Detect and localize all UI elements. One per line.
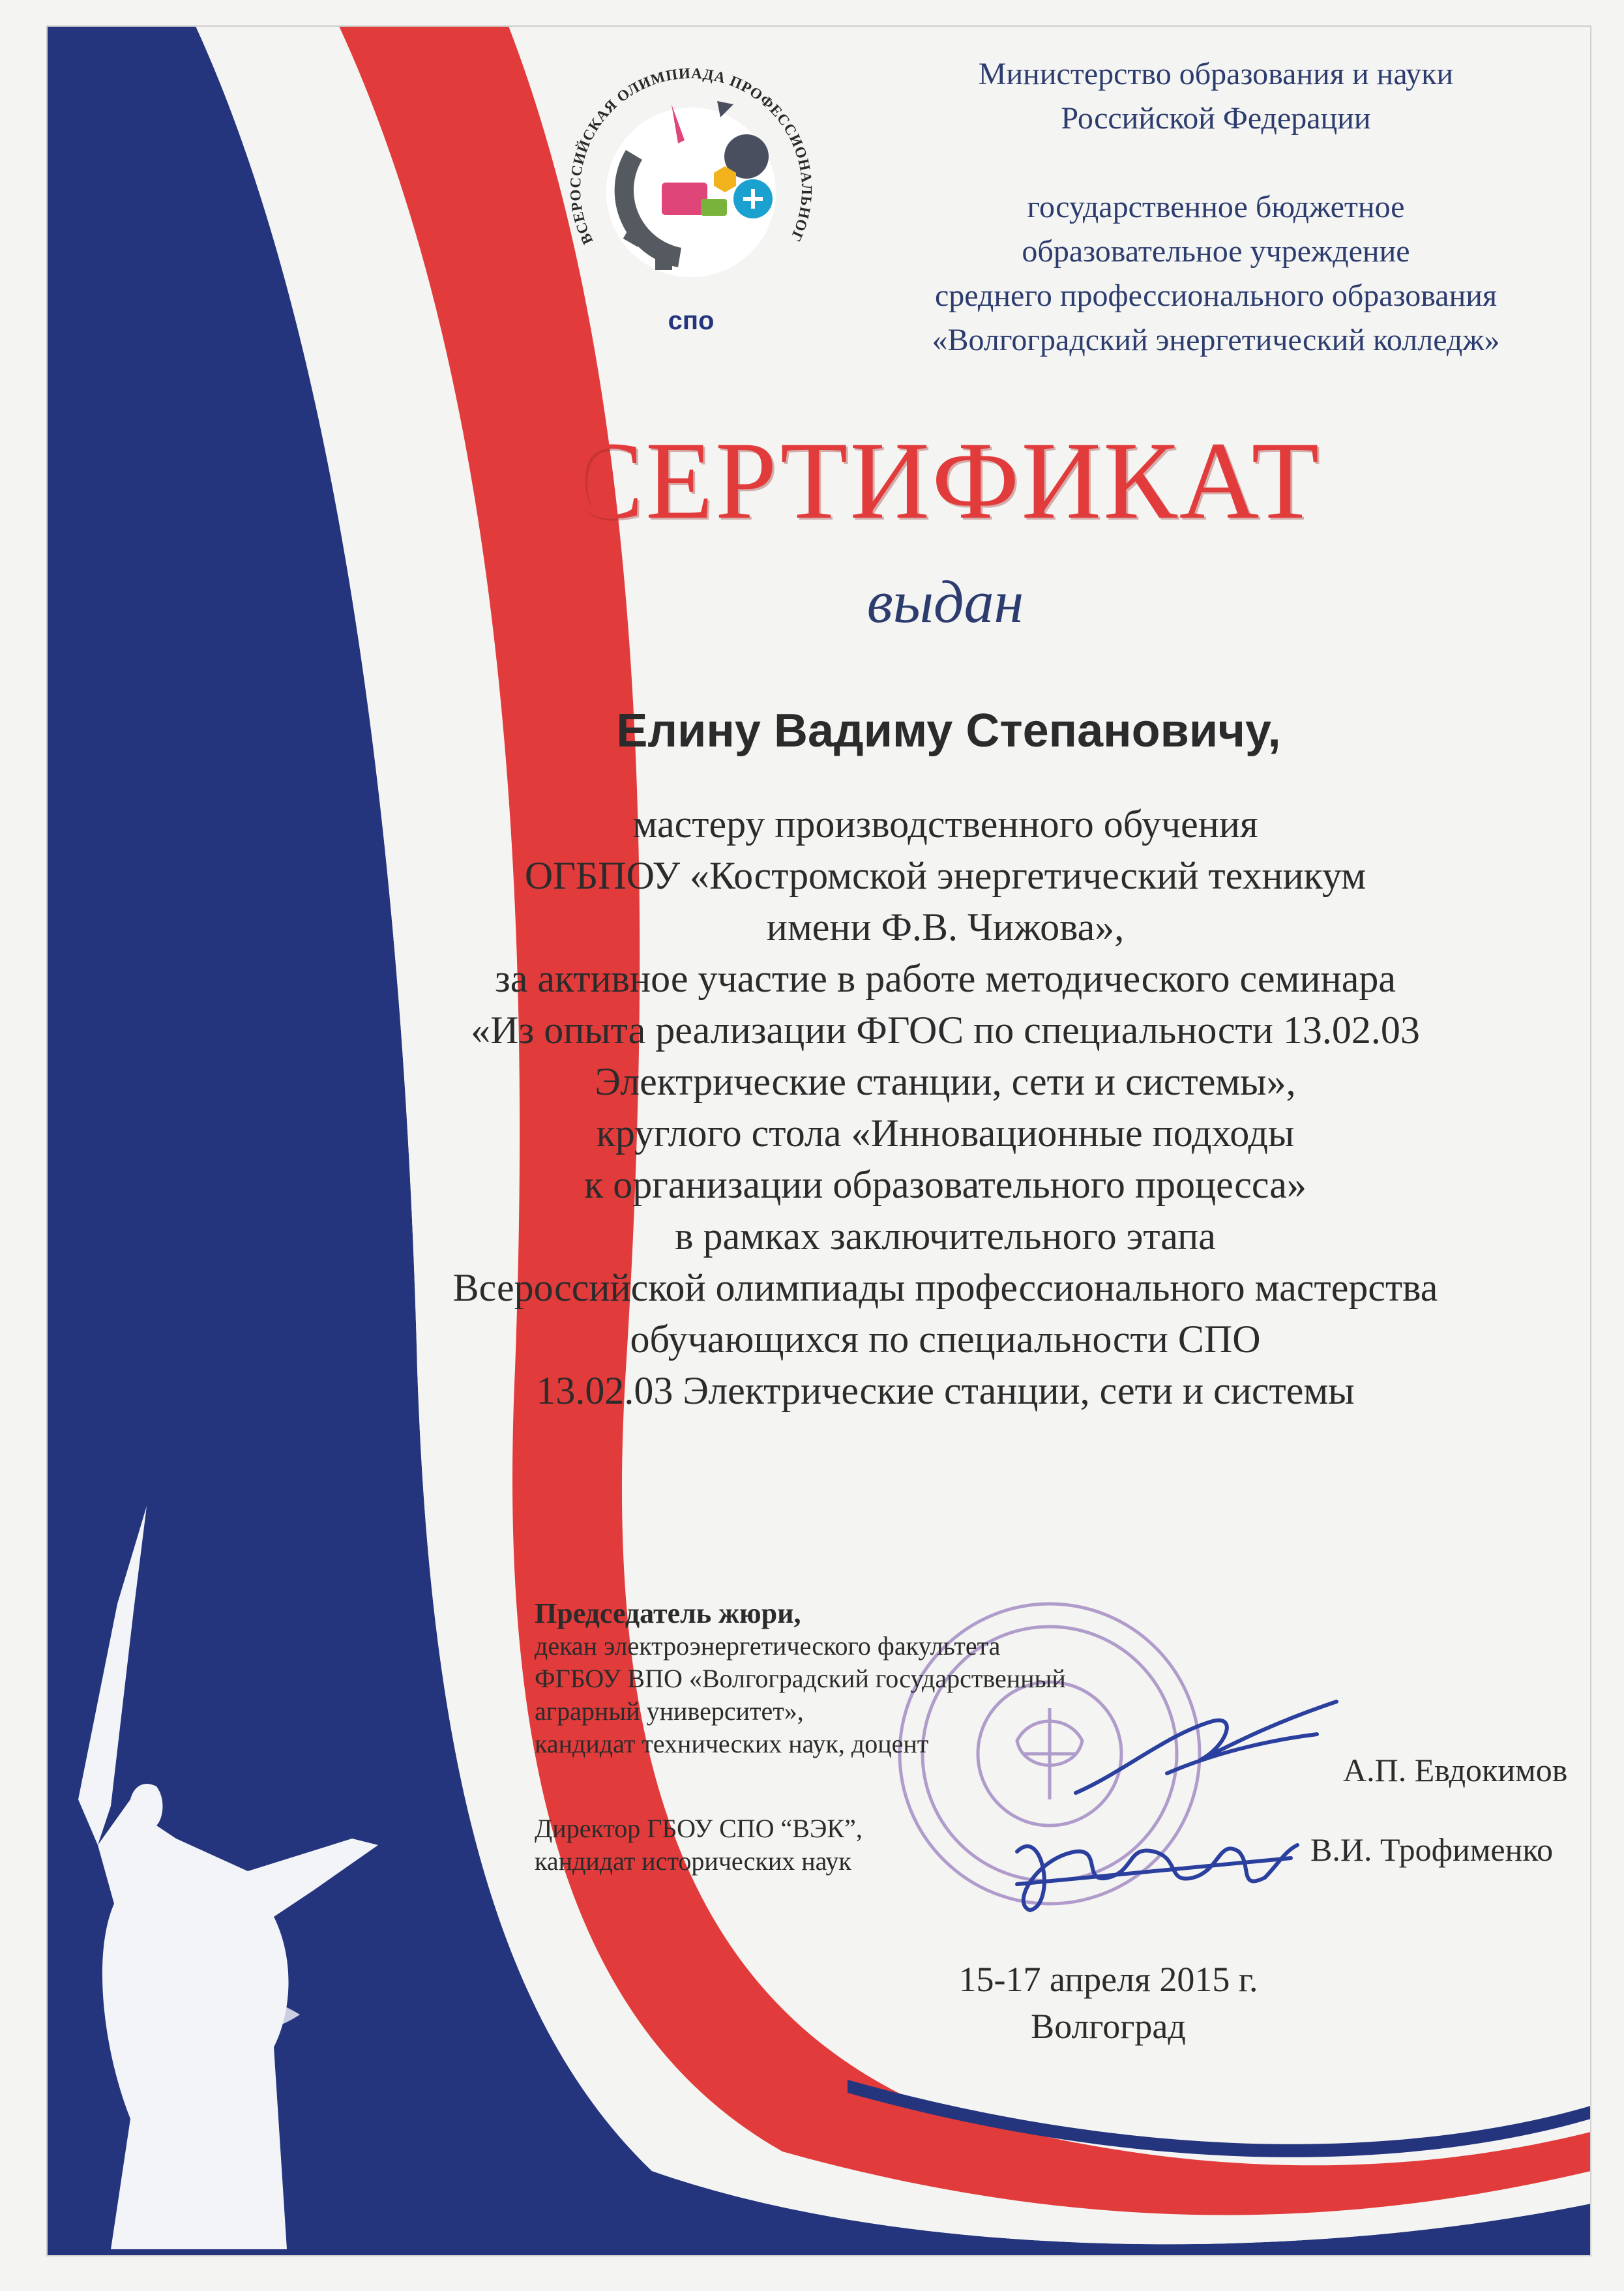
chair-line: аграрный университет», [535,1696,804,1726]
issue-place: Волгоград [1031,2007,1186,2046]
issuer-header [841,52,1591,362]
institution-line-2: образовательное учреждение [1022,234,1410,269]
chair-handwritten-signature [1069,1695,1343,1806]
body-line: имени Ф.В. Чижова», [766,906,1125,949]
body-line: Всероссийской олимпиады профессионального мастерства [452,1266,1438,1309]
body-line: 13.02.03 Электрические станции, сети и системы [536,1369,1355,1412]
institution-line-1: государственное бюджетное [1027,190,1405,224]
director-line: Директор ГБОУ СПО “ВЭК”, [535,1814,863,1843]
chair-name: А.П. Евдокимов [1343,1752,1568,1788]
chair-line: кандидат технических наук, доцент [535,1729,929,1758]
director-line: кандидат исторических наук [535,1846,851,1876]
chair-signature-block [535,1597,1066,1760]
ministry-line-2: Российской Федерации [1061,101,1371,136]
body-line: Электрические станции, сети и системы», [595,1060,1296,1103]
bolt-icon [701,199,727,216]
body-line: в рамках заключительного этапа [675,1215,1216,1258]
body-line: ОГБПОУ «Костромской энергетический техникум [524,854,1366,897]
director-handwritten-signature [1004,1812,1304,1923]
monitor-icon [662,183,707,215]
director-signature-block [535,1812,863,1878]
olympiad-logo [522,26,861,365]
institution-line-4: «Волгоградский энергетический колледж» [932,323,1500,357]
certificate-title: СЕРТИФИКАТ [569,419,1321,542]
director-name: В.И. Трофименко [1310,1831,1554,1868]
logo-ring-text: ВСЕРОССИЙСКАЯ ОЛИМПИАДА ПРОФЕССИОНАЛЬНОГ [567,65,816,247]
body-line: мастеру производственного обучения [632,803,1258,846]
signatures-block [535,1597,1610,1923]
recipient-name: Елину Вадиму Степановичу, [616,705,1281,757]
ministry-line-1: Министерство образования и науки [978,57,1454,91]
body-line: за активное участие в работе методического семинара [495,957,1396,1000]
institution-line-3: среднего профессионального образования [934,278,1498,313]
chair-line: декан электроэнергетического факультета [535,1631,1001,1661]
date-place-block [848,1956,1369,2050]
body-line: обучающихся по специальности СПО [630,1318,1261,1361]
chair-title: Председатель жюри, [535,1597,801,1629]
body-line: «Из опыта реализации ФГОС по специальности 13.02.03 [471,1009,1420,1052]
body-line: к организации образовательного процесса» [584,1163,1307,1206]
logo-label: спо [668,306,715,335]
chair-line: ФГБОУ ВПО «Волгоградский государственный [535,1664,1066,1693]
issue-date: 15-17 апреля 2015 г. [958,1960,1258,1999]
issued-label: выдан [866,569,1024,635]
body-line: круглого стола «Инновационные подходы [596,1112,1295,1155]
certificate-body [326,799,1565,1417]
